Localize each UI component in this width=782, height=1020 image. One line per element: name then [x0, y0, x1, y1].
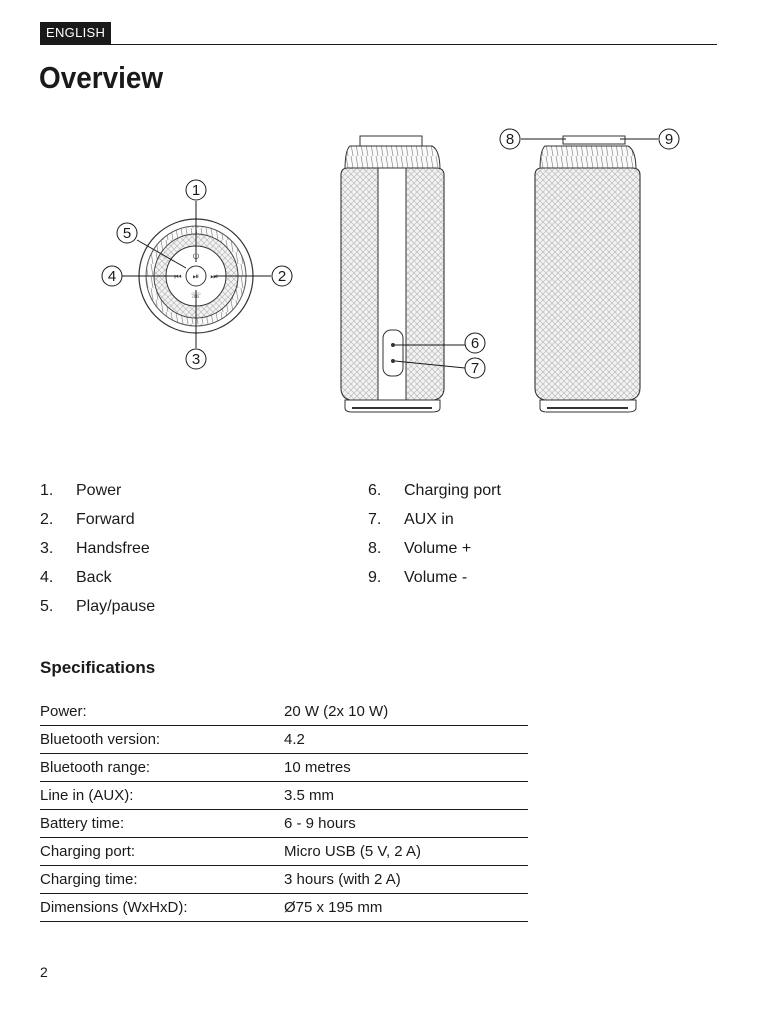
- page-number: 2: [40, 964, 48, 980]
- spec-label: Bluetooth range:: [40, 754, 284, 782]
- play-pause-icon: ⏯: [192, 272, 200, 281]
- spec-value: 3 hours (with 2 A): [284, 866, 528, 894]
- table-row: [40, 782, 528, 810]
- callout-5: 5: [122, 225, 132, 242]
- item-label: AUX in: [404, 511, 454, 528]
- spec-label: Line in (AUX):: [40, 782, 284, 810]
- spec-value: 20 W (2x 10 W): [284, 698, 528, 726]
- charging-port-mark: [391, 343, 395, 347]
- language-header: [40, 22, 717, 45]
- spec-label: Battery time:: [40, 810, 284, 838]
- spec-label: Dimensions (WxHxD):: [40, 894, 284, 922]
- spec-label: Charging time:: [40, 866, 284, 894]
- parts-list-left: [40, 480, 155, 625]
- callout-3: 3: [191, 351, 201, 368]
- item-number: 2.: [40, 511, 54, 528]
- parts-list-right: [368, 480, 501, 596]
- table-row: [40, 810, 528, 838]
- item-number: 7.: [368, 511, 382, 528]
- spec-label: Charging port:: [40, 838, 284, 866]
- list-item: [40, 538, 155, 567]
- speaker-front-view: [535, 136, 640, 412]
- item-number: 1.: [40, 482, 54, 499]
- spec-value: Micro USB (5 V, 2 A): [284, 838, 528, 866]
- item-number: 8.: [368, 540, 382, 557]
- list-item: [368, 509, 501, 538]
- table-row: [40, 866, 528, 894]
- power-icon: ⏻: [192, 252, 200, 261]
- table-row: [40, 838, 528, 866]
- specifications-table: [40, 698, 528, 922]
- list-item: [40, 567, 155, 596]
- aux-port-mark: [391, 359, 395, 363]
- table-row: [40, 726, 528, 754]
- phone-icon: ☏: [190, 291, 202, 300]
- spec-value: 10 metres: [284, 754, 528, 782]
- table-row: [40, 754, 528, 782]
- item-label: Charging port: [404, 482, 501, 499]
- spec-label: Bluetooth version:: [40, 726, 284, 754]
- list-item: [40, 480, 155, 509]
- specifications-heading: Specifications: [40, 658, 156, 677]
- callout-4: 4: [107, 268, 117, 285]
- forward-icon: ⏭: [210, 272, 218, 281]
- spec-value: Ø75 x 195 mm: [284, 894, 528, 922]
- item-label: Play/pause: [76, 598, 156, 615]
- speaker-side-view: [341, 136, 444, 412]
- item-label: Power: [76, 482, 122, 499]
- spec-value: 3.5 mm: [284, 782, 528, 810]
- list-item: [368, 567, 501, 596]
- table-row: [40, 894, 528, 922]
- callout-2: 2: [277, 268, 287, 285]
- callout-1: 1: [191, 182, 201, 199]
- item-number: 3.: [40, 540, 54, 557]
- item-number: 4.: [40, 569, 54, 586]
- speaker-illustration: [0, 120, 782, 420]
- item-label: Forward: [76, 511, 135, 528]
- list-item: [40, 509, 155, 538]
- port-cover: [383, 330, 403, 376]
- callout-7: 7: [470, 360, 480, 377]
- list-item: [368, 480, 501, 509]
- callout-9: 9: [664, 131, 674, 148]
- item-number: 5.: [40, 598, 54, 615]
- spec-value: 4.2: [284, 726, 528, 754]
- page-title: Overview: [39, 60, 164, 95]
- item-number: 6.: [368, 482, 382, 499]
- callout-6: 6: [470, 335, 480, 352]
- back-icon: ⏮: [174, 272, 182, 281]
- item-label: Volume +: [404, 540, 472, 557]
- callout-8: 8: [505, 131, 515, 148]
- item-label: Volume -: [404, 569, 468, 586]
- item-label: Back: [76, 569, 112, 586]
- table-row: [40, 698, 528, 726]
- item-number: 9.: [368, 569, 382, 586]
- language-tag: ENGLISH: [40, 22, 111, 44]
- item-label: Handsfree: [76, 540, 150, 557]
- spec-value: 6 - 9 hours: [284, 810, 528, 838]
- spec-label: Power:: [40, 698, 284, 726]
- list-item: [40, 596, 155, 625]
- list-item: [368, 538, 501, 567]
